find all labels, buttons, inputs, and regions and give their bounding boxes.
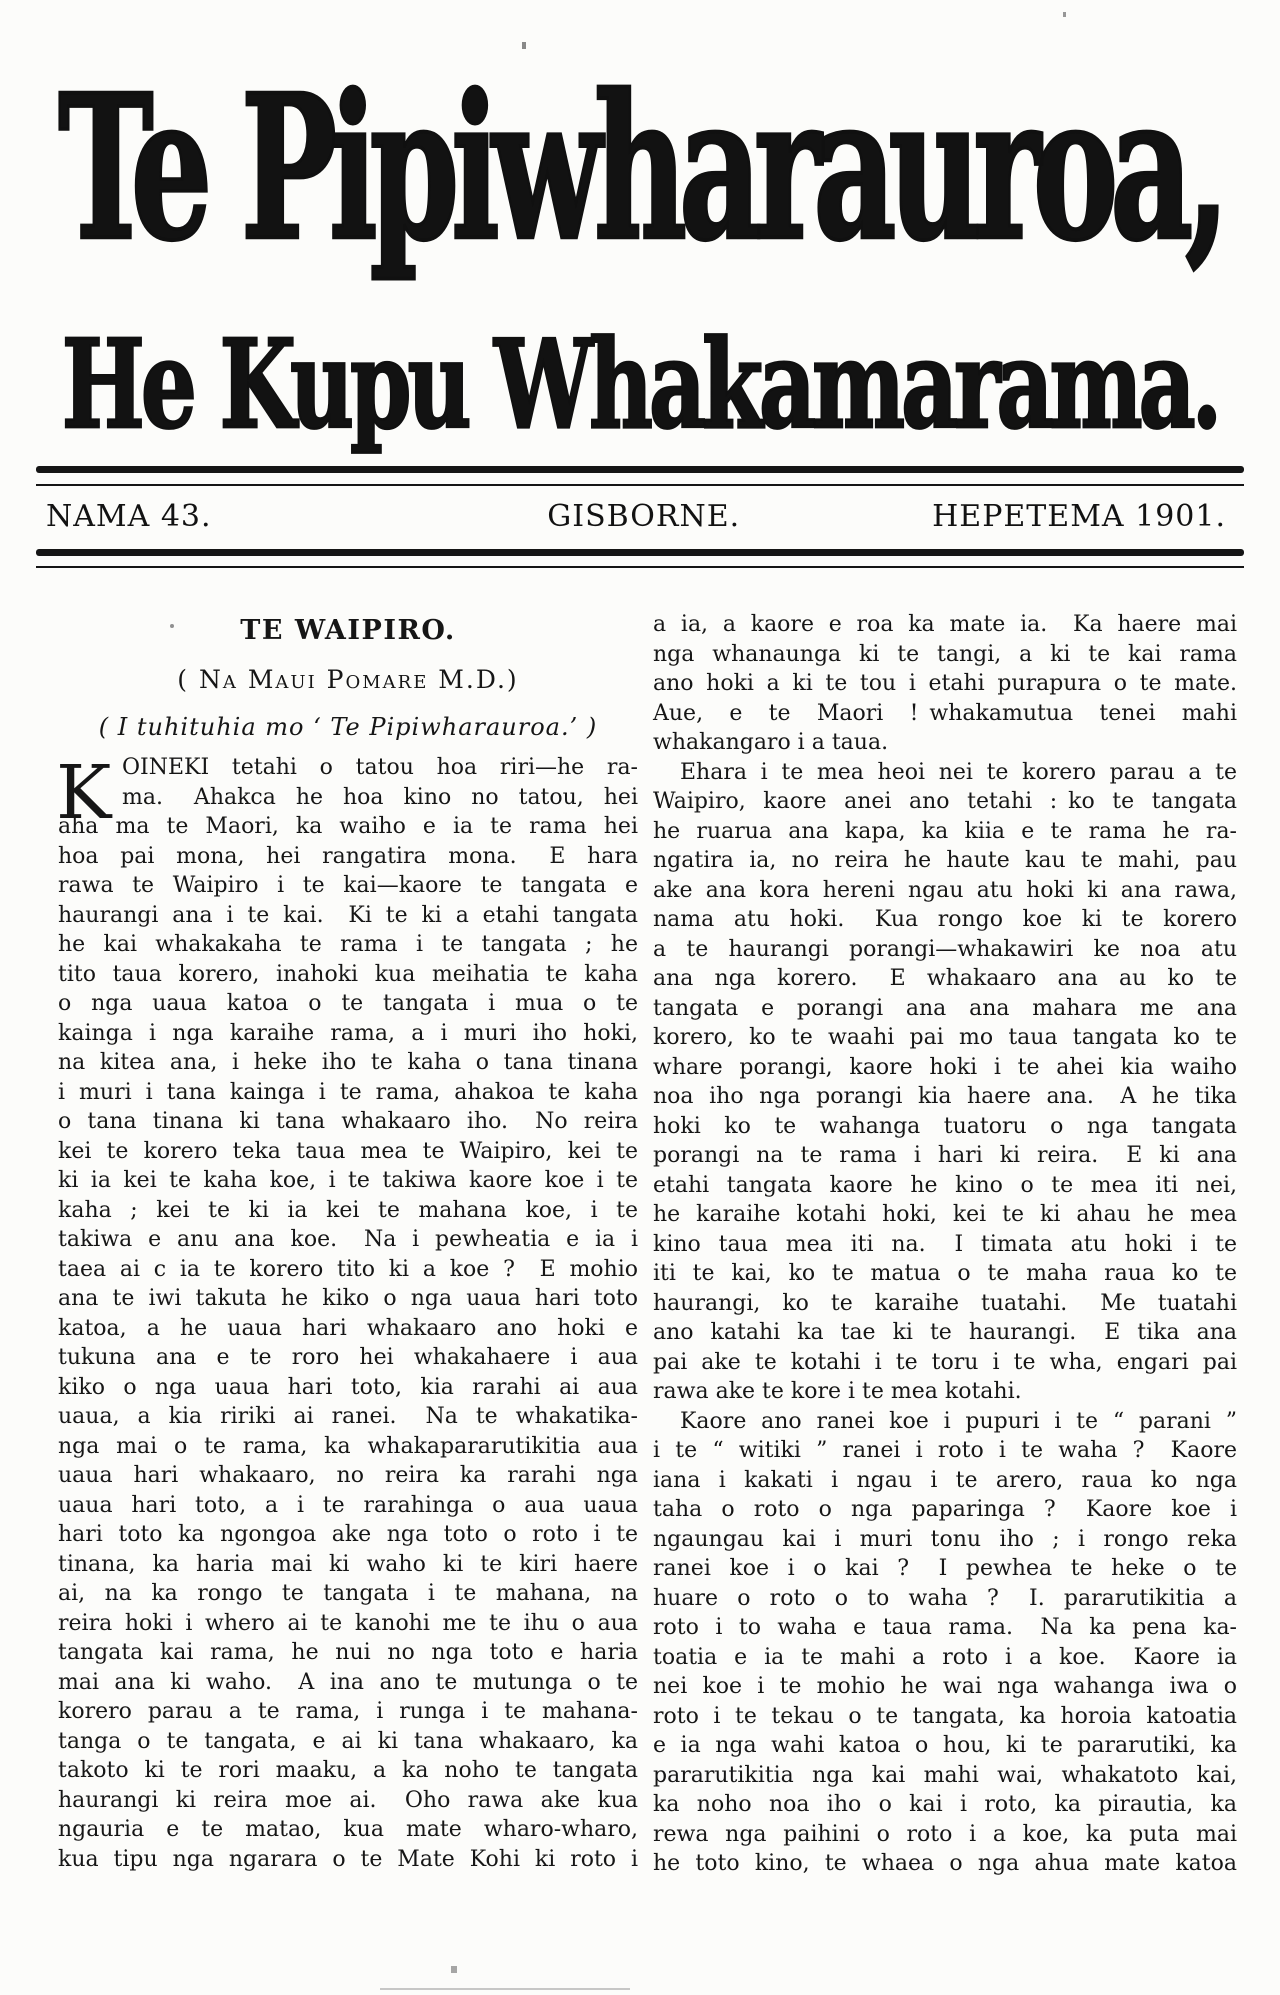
text-line: he ruarua ana kapa, ka kiia e te rama he ra- <box>653 818 1237 844</box>
text-line: ana nga korero. E whakaaro ana au ko te <box>653 966 1237 991</box>
text-line: ano hoki a ki te tou i etahi purapura o te mate. <box>653 671 1237 696</box>
text-line: i muri i tana kainga i te rama, ahakoa te kaha <box>58 1079 638 1105</box>
text-line: o nga uaua katoa o te tangata i mua o te <box>58 991 638 1016</box>
text-line: whare porangi, kaore hoki i te ahei kia waiho <box>653 1054 1237 1080</box>
text-line: ma. Ahakca he hoa kino no tatou, hei <box>122 784 638 810</box>
text-line: he kai whakakaha te rama i te tangata ; he <box>58 932 638 957</box>
text-line: mai ana ki waho. A ina ano te mutunga o te <box>58 1669 638 1695</box>
text-line: nei koe i te mohio he wai nga wahanga iwa o <box>653 1674 1237 1699</box>
text-line: noa iho nga porangi kia haere ana. A he tika <box>653 1084 1237 1109</box>
print-artifact <box>451 1966 457 1973</box>
text-line: ai, na ka rongo te tangata i te mahana, na <box>58 1581 638 1606</box>
text-line: hoki ko te wahanga tuatoru o nga tangata <box>653 1113 1237 1139</box>
text-line: taea ai c ia te korero tito ki a koe ? E mohio <box>58 1256 638 1282</box>
text-line: iana i kakati i ngau i te arero, raua ko nga <box>653 1467 1237 1493</box>
text-line: ngatira ia, no reira he haute kau te mahi, pau <box>653 848 1237 873</box>
drop-cap: K <box>56 750 112 836</box>
text-line: haurangi ana i te kai. Ki te ki a etahi tangata <box>58 902 638 928</box>
newspaper-title: Te Pipiwharauroa, <box>58 52 1222 286</box>
text-line: ana te iwi takuta he kiko o nga uaua hari toto <box>58 1286 638 1311</box>
article-title: TE WAIPIRO. <box>240 615 456 646</box>
text-line: kei te korero teka taua mea te Waipiro, kei te <box>58 1138 638 1164</box>
text-line: OINEKI tetahi o tatou hoa riri—he ra- <box>122 755 638 780</box>
text-line: katoa, a he uaua hari whakaaro ano hoki e <box>58 1315 638 1341</box>
issue-date: HEPETEMA 1901. <box>932 499 1226 534</box>
text-line: toatia e ia te mahi a roto i a koe. Kaore ia <box>653 1644 1237 1670</box>
text-line: ranei koe i o kai ? I pewhea te heke o te <box>653 1556 1237 1581</box>
text-line: ngauria e te matao, kua mate wharo-wharo, <box>58 1817 638 1842</box>
right-column-lines <box>653 610 1237 1879</box>
text-line: uaua hari toto, a i te rarahinga o aua uaua <box>58 1492 638 1518</box>
text-line: Aue, e te Maori ! whakamutua tenei mahi <box>653 700 1237 726</box>
left-column <box>58 616 638 1874</box>
print-artifact <box>170 624 174 628</box>
text-line: haurangi, ko te karaihe tuatahi. Me tuatahi <box>653 1290 1237 1316</box>
text-line: tinana, ka haria mai ki waho ki te kiri haere <box>58 1551 638 1577</box>
text-line: nga mai o te rama, ka whakapararutikitia aua <box>58 1433 638 1459</box>
article-body-left <box>56 750 638 1874</box>
text-line: kino taua mea iti na. I timata atu hoki i te <box>653 1231 1237 1257</box>
text-line: i te “ witiki ” ranei i roto i te waha ? Kaore <box>653 1438 1237 1463</box>
text-line: nga whanaunga ki te tangi, a ki te kai rama <box>653 641 1237 667</box>
text-line: hoa pai mona, hei rangatira mona. E hara <box>58 843 638 869</box>
text-line: tito taua korero, inahoki kua meihatia te kaha <box>58 961 638 987</box>
text-line: iti te kai, ko te matua o te maha raua ko te <box>653 1261 1237 1286</box>
text-line: pai ake te kotahi i te toru i te wha, engari pai <box>653 1349 1237 1375</box>
dateline <box>46 499 1226 534</box>
text-line: e ia nga wahi katoa o hou, ki te pararutiki, ka <box>653 1733 1237 1758</box>
text-line: roto i to waha e taua rama. Na ka pena ka- <box>653 1615 1237 1640</box>
text-line: hari toto ka ngongoa ake nga toto o roto i te <box>58 1522 638 1547</box>
text-line: kiko o nga uaua hari toto, kia rarahi ai aua <box>58 1374 638 1400</box>
text-line: ka noho noa iho o kai i roto, ka pirautia, ka <box>653 1792 1237 1817</box>
text-line: ano katahi ka tae ki te haurangi. E tika ana <box>653 1320 1237 1345</box>
text-line: Kaore ano ranei koe i pupuri i te “ parani ” <box>680 1408 1237 1434</box>
text-line: takiwa e anu ana koe. Na i pewheatia e ia i <box>58 1227 638 1252</box>
text-line: tangata e porangi ana ana mahara me ana <box>653 995 1237 1021</box>
text-line: whakangaro i a taua. <box>653 730 889 755</box>
text-line: nama atu hoki. Kua rongo koe ki te korero <box>653 907 1237 932</box>
text-line: a te haurangi porangi—whakawiri ke noa atu <box>653 936 1237 962</box>
text-line: rewa nga paihini o roto i a koe, ka puta mai <box>653 1821 1237 1847</box>
newspaper-subtitle: He Kupu Whakamarama. <box>61 312 1219 456</box>
text-line: porangi na te rama i hari ki reira. E ki ana <box>653 1143 1237 1168</box>
text-line: na kitea ana, i heke iho te kaha o tana tinana <box>58 1050 638 1075</box>
text-line: ngaungau kai i muri tonu iho ; i rongo reka <box>653 1526 1237 1552</box>
text-line: taha o roto o nga paparinga ? Kaore koe i <box>653 1497 1237 1522</box>
print-artifact <box>1063 12 1066 17</box>
text-line: he toto kino, te whaea o nga ahua mate katoa <box>653 1851 1237 1876</box>
text-line: reira hoki i whero ai te kanohi me te ihu o aua <box>58 1610 638 1636</box>
text-line: a ia, a kaore e roa ka mate ia. Ka haere mai <box>653 612 1237 637</box>
text-line: kua tipu nga ngarara o te Mate Kohi ki roto i <box>58 1846 638 1872</box>
text-line: kaha ; kei te ki ia kei te mahana koe, i te <box>58 1197 638 1223</box>
text-line: o tana tinana ki tana whakaaro iho. No reira <box>58 1109 638 1134</box>
text-line: he karaihe kotahi hoki, kei te ki ahau he mea <box>653 1202 1237 1227</box>
text-line: ake ana kora hereni ngau atu hoki ki ana rawa, <box>653 877 1237 903</box>
text-line: haurangi ki reira moe ai. Oho rawa ake kua <box>58 1787 638 1813</box>
text-line: kainga i nga karaihe rama, a i muri iho hoki, <box>58 1020 638 1046</box>
text-line: takoto ki te rori maaku, a ka noho te tangata <box>58 1758 638 1783</box>
right-column <box>653 610 1237 1879</box>
issue-number: NAMA 43. <box>46 499 212 534</box>
divider-thin-top <box>36 484 1244 486</box>
article-byline: ( Na Maui Pomare M.D.) <box>177 665 519 694</box>
text-line: Ehara i te mea heoi nei te korero parau a te <box>680 759 1237 785</box>
text-line: roto i te tekau o te tangata, ka horoia katoatia <box>653 1703 1237 1729</box>
text-line: tukuna ana e te roro hei whakahaere i aua <box>58 1345 638 1370</box>
text-line: korero parau a te rama, i runga i te mahana- <box>58 1699 638 1724</box>
article-source-note: ( I tuhituhia mo ‘ Te Pipiwharauroa.’ ) <box>98 713 598 741</box>
divider-thin-bottom <box>36 566 1244 568</box>
text-line: Waipiro, kaore anei ano tetahi : ko te tangata <box>653 789 1237 814</box>
bottom-page-mark <box>380 1988 630 1990</box>
place-name: GISBORNE. <box>547 499 741 534</box>
text-line: ki ia kei te kaha koe, i te takiwa kaore koe i te <box>58 1168 638 1193</box>
text-line: rawa te Waipiro i te kai—kaore te tangata e <box>58 873 638 898</box>
text-line: pararutikitia nga kai mahi wai, whakatoto kai, <box>653 1762 1237 1788</box>
text-line: uaua hari whakaaro, no reira ka rarahi nga <box>58 1463 638 1488</box>
print-artifact <box>522 42 526 49</box>
text-line: etahi tangata kaore he kino o te mea iti nei, <box>653 1172 1237 1198</box>
text-line: tanga o te tangata, e ai ki tana whakaaro, ka <box>58 1728 638 1754</box>
text-line: uaua, a kia ririki ai ranei. Na te whakatika- <box>58 1404 638 1429</box>
left-column-lines <box>56 750 638 1874</box>
text-line: korero, ko te waahi pai mo taua tangata ko te <box>653 1025 1237 1050</box>
text-line: huare o roto o to waha ? I. pararutikitia a <box>653 1585 1237 1611</box>
divider-thick-bottom <box>36 549 1244 556</box>
text-line: tangata kai rama, he nui no nga toto e haria <box>58 1640 638 1665</box>
text-line: rawa ake te kore i te mea kotahi. <box>653 1379 1022 1404</box>
divider-thick-top <box>36 466 1244 473</box>
text-line: aha ma te Maori, ka waiho e ia te rama hei <box>58 814 638 839</box>
